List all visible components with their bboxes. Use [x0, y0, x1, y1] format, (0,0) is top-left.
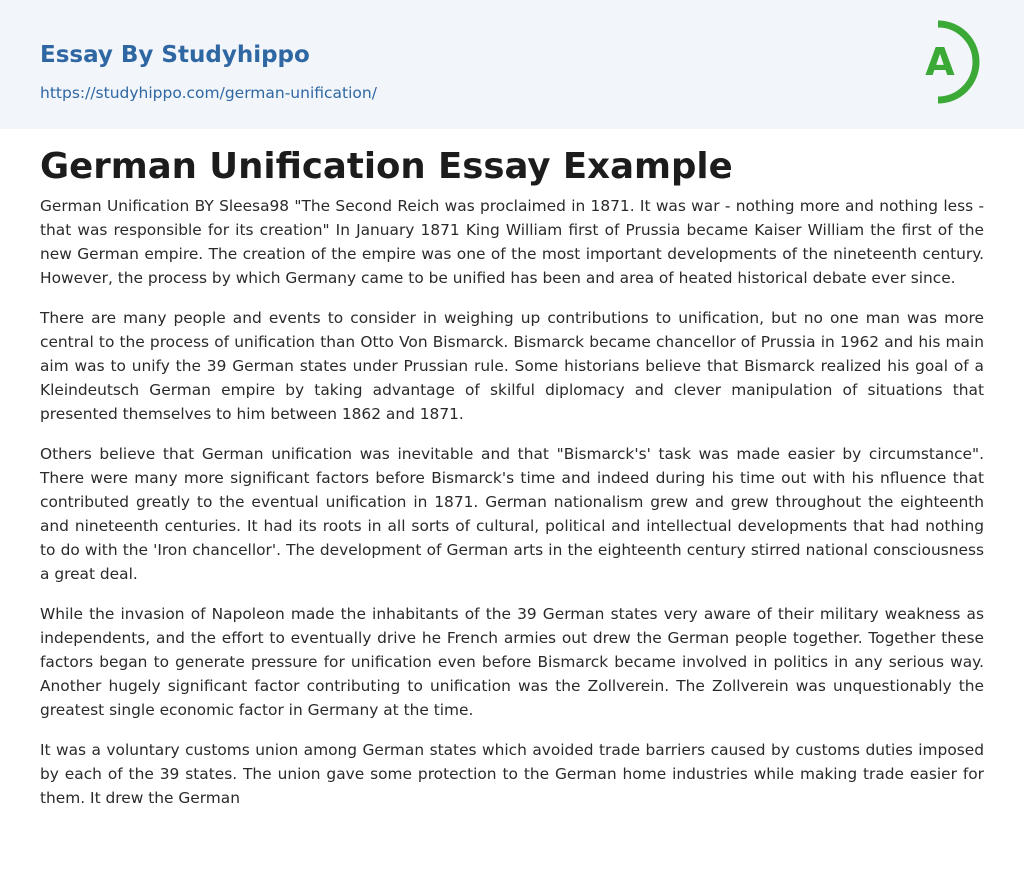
page-url-link[interactable]: https://studyhippo.com/german-unification/ — [40, 84, 377, 102]
essay-body — [40, 194, 984, 826]
essay-paragraph: There are many people and events to consider in weighing up contributions to unification, but no one man was more central to the process of unification than Otto Von Bismarck. Bismarck became chancellor of Prussia in 1962 and his main aim was to unify the 39 German states under Prussian rule. Some historians believe that Bismarck realized his goal of a Kleindeutsch German empire by taking advantage of skilful diplomacy and clever manipulation of situations that presented themselves to him between 1862 and 1871. — [40, 309, 984, 423]
essay-paragraph: It was a voluntary customs union among German states which avoided trade barriers caused by customs duties imposed by each of the 39 states. The union gave some protection to the German home industries while making trade easier for them. It drew the German — [40, 741, 984, 807]
logo-icon[interactable] — [908, 18, 988, 106]
site-header — [0, 0, 1024, 129]
page-title: German Unification Essay Example — [40, 146, 733, 187]
essay-paragraph: German Unification BY Sleesa98 "The Second Reich was proclaimed in 1871. It was war - nothing more and nothing less - that was responsible for its creation" In January 1871 King William first of Prussia became Kaiser William the first of the new German empire. The creation of the empire was one of the most important developments of the nineteenth century. However, the process by which Germany came to be unified has been and area of heated historical debate ever since. — [40, 197, 984, 287]
site-brand[interactable]: Essay By Studyhippo — [40, 42, 310, 68]
essay-paragraph: Others believe that German unification was inevitable and that "Bismarck's' task was made easier by circumstance". There were many more significant factors before Bismarck's time and indeed during his time out with his nfluence that contributed greatly to the eventual unification in 1871. German nationalism grew and grew throughout the eighteenth and nineteenth centuries. It had its roots in all sorts of cultural, political and intellectual developments that had nothing to do with the 'Iron chancellor'. The development of German arts in the eighteenth century stirred national consciousness a great deal. — [40, 445, 984, 583]
essay-paragraph: While the invasion of Napoleon made the inhabitants of the 39 German states very aware of their military weakness as independents, and the effort to eventually drive he French armies out drew the German people together. Together these factors began to generate pressure for unification even before Bismarck became involved in politics in any serious way. Another hugely significant factor contributing to unification was the Zollverein. The Zollverein was unquestionably the greatest single economic factor in Germany at the time. — [40, 605, 984, 719]
logo-letter: A — [925, 40, 955, 84]
